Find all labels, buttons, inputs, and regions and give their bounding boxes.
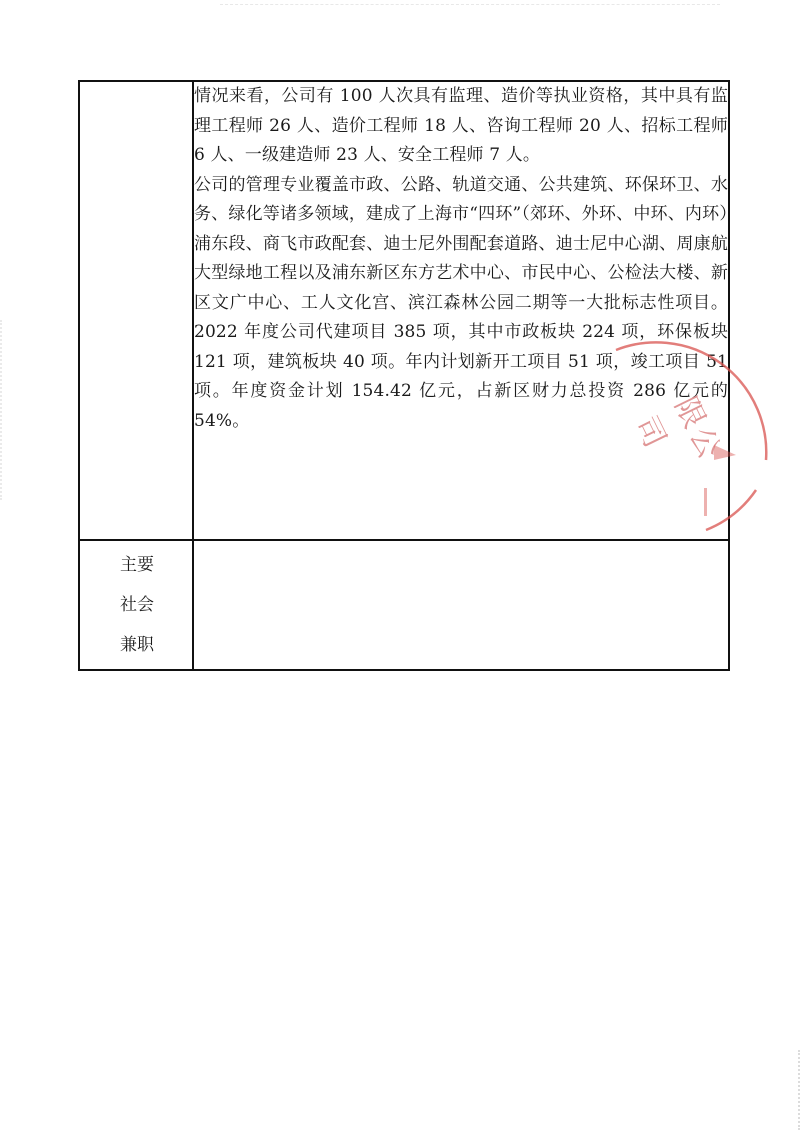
- side-jobs-label-line-3: 兼职: [120, 635, 154, 655]
- company-seal-text: 限公司: [627, 391, 729, 468]
- intro-paragraph-1: 情况来看，公司有 100 人次具有监理、造价等执业资格，其中具有监理工程师 26 人、造价工程师 18 人、咨询工程师 20 人、招标工程师 6 人、一级建造师 23 人、安全工程师 7 人。: [194, 86, 728, 165]
- empty-label-cell: [79, 81, 193, 540]
- intro-paragraph-2: 公司的管理专业覆盖市政、公路、轨道交通、公共建筑、环保环卫、水务、绿化等诸多领域，建成了上海市“四环”（郊环、外环、中环、内环）浦东段、商飞市政配套、迪士尼外围配套道路、迪士尼中心湖、周康航大型绿地工程以及浦东新区东方艺术中心、市民中心、公检法大楼、新区文广中心、工人文化宫、滨江森林公园二期等一大批标志性项目。2022 年度公司代建项目 385 项，其中市政板块 224 项，环保板块 121 项，建筑板块 40 项。年内计划新开工项目 51 项，竣工项目 51 项。年度资金计划 154.42 亿元，占新区财力总投资 286 亿元的 54%。: [194, 174, 728, 431]
- scan-artifact-right: [794, 1050, 800, 1130]
- resume-form-table: [78, 80, 730, 671]
- scan-artifact-left: [0, 320, 5, 500]
- side-jobs-row: [79, 540, 729, 670]
- scan-artifact-top: [220, 0, 720, 5]
- side-jobs-value-cell: [193, 540, 729, 670]
- company-intro-row: [79, 81, 729, 540]
- side-jobs-label-line-1: 主要: [120, 555, 154, 575]
- side-jobs-label-cell: [79, 540, 193, 670]
- side-jobs-label-line-2: 社会: [120, 595, 154, 615]
